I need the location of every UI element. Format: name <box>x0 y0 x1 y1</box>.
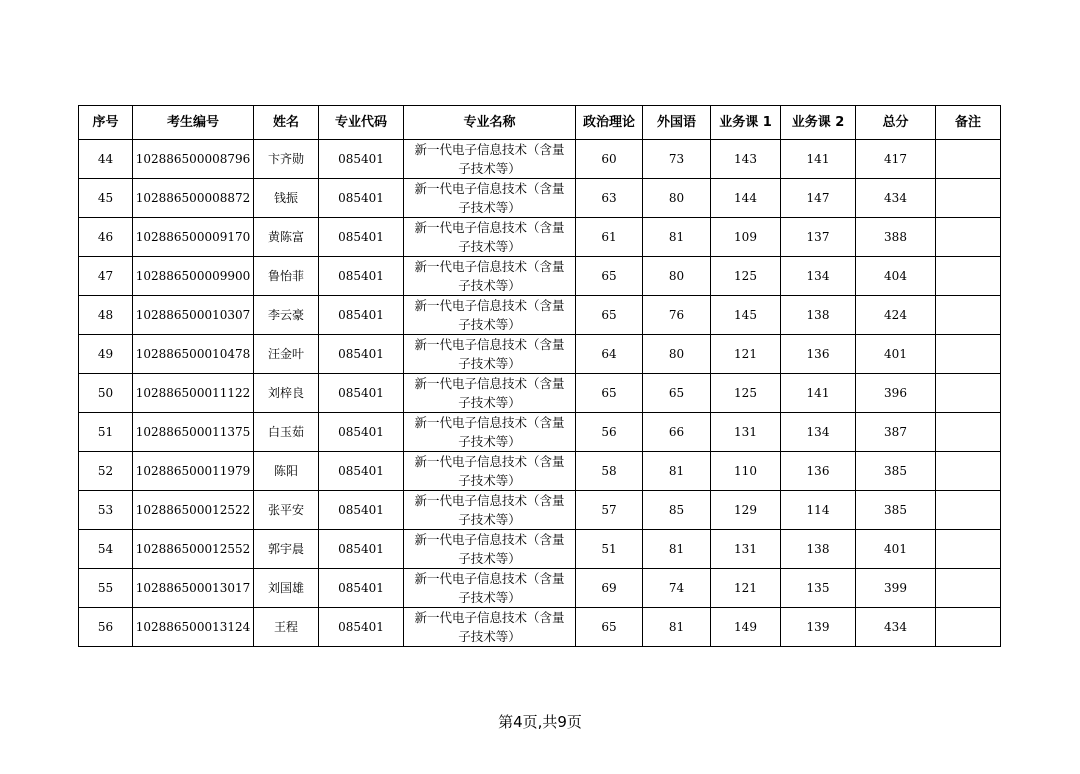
results-table-container <box>78 105 1000 647</box>
cell-politics: 57 <box>576 491 643 530</box>
cell-politics: 63 <box>576 179 643 218</box>
header-total: 总分 <box>856 106 936 140</box>
major-name-line-2: 子技术等） <box>458 551 521 566</box>
cell-foreign-language: 81 <box>643 218 711 257</box>
cell-politics: 64 <box>576 335 643 374</box>
cell-seq: 46 <box>79 218 133 257</box>
header-foreign-language: 外国语 <box>643 106 711 140</box>
cell-exam-id: 102886500011375 <box>133 413 254 452</box>
cell-course-1: 121 <box>711 335 781 374</box>
cell-foreign-language: 80 <box>643 335 711 374</box>
cell-seq: 53 <box>79 491 133 530</box>
header-politics: 政治理论 <box>576 106 643 140</box>
cell-seq: 48 <box>79 296 133 335</box>
cell-name: 黄陈富 <box>254 218 319 257</box>
cell-major-name <box>404 530 576 569</box>
major-name-line-1: 新一代电子信息技术（含量 <box>414 454 565 469</box>
major-name-line-2: 子技术等） <box>458 629 521 644</box>
cell-politics: 58 <box>576 452 643 491</box>
major-name-line-2: 子技术等） <box>458 590 521 605</box>
cell-course-2: 139 <box>781 608 856 647</box>
cell-course-1: 125 <box>711 257 781 296</box>
cell-course-1: 125 <box>711 374 781 413</box>
cell-total: 404 <box>856 257 936 296</box>
cell-total: 387 <box>856 413 936 452</box>
cell-course-2: 135 <box>781 569 856 608</box>
cell-course-1: 143 <box>711 140 781 179</box>
header-seq: 序号 <box>79 106 133 140</box>
cell-major-name <box>404 257 576 296</box>
major-name-line-1: 新一代电子信息技术（含量 <box>414 298 565 313</box>
major-name-line-1: 新一代电子信息技术（含量 <box>414 181 565 196</box>
cell-course-2: 134 <box>781 413 856 452</box>
cell-seq: 52 <box>79 452 133 491</box>
cell-exam-id: 102886500012522 <box>133 491 254 530</box>
cell-seq: 45 <box>79 179 133 218</box>
cell-total: 396 <box>856 374 936 413</box>
cell-exam-id: 102886500008796 <box>133 140 254 179</box>
cell-course-2: 138 <box>781 530 856 569</box>
cell-course-2: 114 <box>781 491 856 530</box>
table-row <box>79 257 1001 296</box>
cell-course-2: 147 <box>781 179 856 218</box>
major-name-line-2: 子技术等） <box>458 200 521 215</box>
cell-name: 钱振 <box>254 179 319 218</box>
cell-major-code: 085401 <box>319 413 404 452</box>
header-major-code: 专业代码 <box>319 106 404 140</box>
cell-name: 陈阳 <box>254 452 319 491</box>
cell-seq: 55 <box>79 569 133 608</box>
cell-major-code: 085401 <box>319 491 404 530</box>
cell-seq: 51 <box>79 413 133 452</box>
table-row <box>79 608 1001 647</box>
cell-note <box>936 335 1001 374</box>
cell-total: 434 <box>856 608 936 647</box>
major-name-line-2: 子技术等） <box>458 512 521 527</box>
cell-seq: 47 <box>79 257 133 296</box>
cell-note <box>936 296 1001 335</box>
cell-major-code: 085401 <box>319 218 404 257</box>
major-name-line-1: 新一代电子信息技术（含量 <box>414 220 565 235</box>
cell-seq: 44 <box>79 140 133 179</box>
table-row <box>79 140 1001 179</box>
cell-seq: 56 <box>79 608 133 647</box>
major-name-line-2: 子技术等） <box>458 356 521 371</box>
cell-exam-id: 102886500008872 <box>133 179 254 218</box>
cell-note <box>936 179 1001 218</box>
cell-foreign-language: 76 <box>643 296 711 335</box>
cell-name: 鲁怡菲 <box>254 257 319 296</box>
table-row <box>79 413 1001 452</box>
cell-name: 王程 <box>254 608 319 647</box>
major-name-line-1: 新一代电子信息技术（含量 <box>414 376 565 391</box>
header-exam-id: 考生编号 <box>133 106 254 140</box>
table-row <box>79 218 1001 257</box>
cell-note <box>936 257 1001 296</box>
page-number: 第4页,共9页 <box>498 713 582 731</box>
table-row <box>79 530 1001 569</box>
cell-course-1: 131 <box>711 413 781 452</box>
cell-major-name <box>404 140 576 179</box>
cell-course-1: 149 <box>711 608 781 647</box>
results-table <box>78 105 1001 647</box>
table-row <box>79 179 1001 218</box>
table-row <box>79 491 1001 530</box>
cell-exam-id: 102886500009900 <box>133 257 254 296</box>
cell-major-code: 085401 <box>319 140 404 179</box>
cell-course-1: 131 <box>711 530 781 569</box>
cell-total: 385 <box>856 452 936 491</box>
cell-major-code: 085401 <box>319 257 404 296</box>
cell-name: 汪金叶 <box>254 335 319 374</box>
major-name-line-1: 新一代电子信息技术（含量 <box>414 532 565 547</box>
cell-major-name <box>404 218 576 257</box>
table-row <box>79 296 1001 335</box>
cell-seq: 50 <box>79 374 133 413</box>
major-name-line-1: 新一代电子信息技术（含量 <box>414 259 565 274</box>
cell-course-2: 141 <box>781 140 856 179</box>
cell-name: 李云豪 <box>254 296 319 335</box>
major-name-line-2: 子技术等） <box>458 317 521 332</box>
cell-foreign-language: 85 <box>643 491 711 530</box>
cell-major-code: 085401 <box>319 530 404 569</box>
cell-foreign-language: 80 <box>643 179 711 218</box>
cell-politics: 56 <box>576 413 643 452</box>
cell-note <box>936 140 1001 179</box>
cell-note <box>936 218 1001 257</box>
cell-exam-id: 102886500011979 <box>133 452 254 491</box>
cell-foreign-language: 66 <box>643 413 711 452</box>
cell-name: 张平安 <box>254 491 319 530</box>
major-name-line-1: 新一代电子信息技术（含量 <box>414 610 565 625</box>
cell-major-name <box>404 179 576 218</box>
cell-exam-id: 102886500013124 <box>133 608 254 647</box>
cell-course-1: 110 <box>711 452 781 491</box>
cell-exam-id: 102886500011122 <box>133 374 254 413</box>
cell-major-name <box>404 335 576 374</box>
cell-major-name <box>404 569 576 608</box>
cell-major-code: 085401 <box>319 335 404 374</box>
major-name-line-2: 子技术等） <box>458 473 521 488</box>
cell-seq: 49 <box>79 335 133 374</box>
cell-course-2: 138 <box>781 296 856 335</box>
cell-politics: 65 <box>576 296 643 335</box>
cell-foreign-language: 80 <box>643 257 711 296</box>
table-row <box>79 374 1001 413</box>
cell-politics: 65 <box>576 608 643 647</box>
cell-course-2: 134 <box>781 257 856 296</box>
cell-total: 385 <box>856 491 936 530</box>
cell-exam-id: 102886500012552 <box>133 530 254 569</box>
cell-major-code: 085401 <box>319 296 404 335</box>
table-row <box>79 452 1001 491</box>
major-name-line-2: 子技术等） <box>458 161 521 176</box>
cell-major-name <box>404 296 576 335</box>
cell-major-name <box>404 452 576 491</box>
cell-note <box>936 452 1001 491</box>
major-name-line-1: 新一代电子信息技术（含量 <box>414 142 565 157</box>
table-row <box>79 569 1001 608</box>
cell-course-2: 141 <box>781 374 856 413</box>
cell-total: 388 <box>856 218 936 257</box>
major-name-line-1: 新一代电子信息技术（含量 <box>414 337 565 352</box>
cell-total: 399 <box>856 569 936 608</box>
header-row <box>79 106 1001 140</box>
cell-note <box>936 608 1001 647</box>
cell-foreign-language: 81 <box>643 530 711 569</box>
header-note: 备注 <box>936 106 1001 140</box>
cell-major-code: 085401 <box>319 179 404 218</box>
cell-seq: 54 <box>79 530 133 569</box>
cell-course-2: 136 <box>781 335 856 374</box>
major-name-line-1: 新一代电子信息技术（含量 <box>414 493 565 508</box>
cell-foreign-language: 73 <box>643 140 711 179</box>
cell-name: 白玉茹 <box>254 413 319 452</box>
cell-name: 卞齐勋 <box>254 140 319 179</box>
cell-note <box>936 530 1001 569</box>
header-major-name: 专业名称 <box>404 106 576 140</box>
cell-exam-id: 102886500010478 <box>133 335 254 374</box>
cell-course-2: 137 <box>781 218 856 257</box>
cell-exam-id: 102886500009170 <box>133 218 254 257</box>
cell-name: 刘国雄 <box>254 569 319 608</box>
cell-major-name <box>404 374 576 413</box>
cell-course-1: 121 <box>711 569 781 608</box>
table-row <box>79 335 1001 374</box>
cell-politics: 65 <box>576 374 643 413</box>
cell-course-1: 144 <box>711 179 781 218</box>
cell-major-name <box>404 491 576 530</box>
header-course-1: 业务课 1 <box>711 106 781 140</box>
cell-politics: 61 <box>576 218 643 257</box>
cell-politics: 65 <box>576 257 643 296</box>
cell-total: 417 <box>856 140 936 179</box>
cell-major-code: 085401 <box>319 608 404 647</box>
major-name-line-2: 子技术等） <box>458 278 521 293</box>
major-name-line-1: 新一代电子信息技术（含量 <box>414 571 565 586</box>
cell-course-1: 145 <box>711 296 781 335</box>
header-name: 姓名 <box>254 106 319 140</box>
cell-major-name <box>404 608 576 647</box>
table-body <box>79 140 1001 647</box>
cell-note <box>936 569 1001 608</box>
cell-politics: 69 <box>576 569 643 608</box>
major-name-line-2: 子技术等） <box>458 434 521 449</box>
cell-name: 郭宇晨 <box>254 530 319 569</box>
cell-major-code: 085401 <box>319 374 404 413</box>
cell-politics: 60 <box>576 140 643 179</box>
cell-total: 434 <box>856 179 936 218</box>
cell-major-name <box>404 413 576 452</box>
cell-foreign-language: 81 <box>643 608 711 647</box>
cell-total: 401 <box>856 530 936 569</box>
cell-note <box>936 413 1001 452</box>
header-course-2: 业务课 2 <box>781 106 856 140</box>
cell-major-code: 085401 <box>319 452 404 491</box>
cell-foreign-language: 65 <box>643 374 711 413</box>
cell-note <box>936 491 1001 530</box>
major-name-line-2: 子技术等） <box>458 395 521 410</box>
cell-exam-id: 102886500013017 <box>133 569 254 608</box>
cell-politics: 51 <box>576 530 643 569</box>
cell-course-2: 136 <box>781 452 856 491</box>
major-name-line-2: 子技术等） <box>458 239 521 254</box>
cell-total: 424 <box>856 296 936 335</box>
cell-exam-id: 102886500010307 <box>133 296 254 335</box>
cell-note <box>936 374 1001 413</box>
cell-foreign-language: 74 <box>643 569 711 608</box>
cell-major-code: 085401 <box>319 569 404 608</box>
cell-name: 刘梓良 <box>254 374 319 413</box>
cell-course-1: 109 <box>711 218 781 257</box>
cell-total: 401 <box>856 335 936 374</box>
cell-foreign-language: 81 <box>643 452 711 491</box>
major-name-line-1: 新一代电子信息技术（含量 <box>414 415 565 430</box>
cell-course-1: 129 <box>711 491 781 530</box>
